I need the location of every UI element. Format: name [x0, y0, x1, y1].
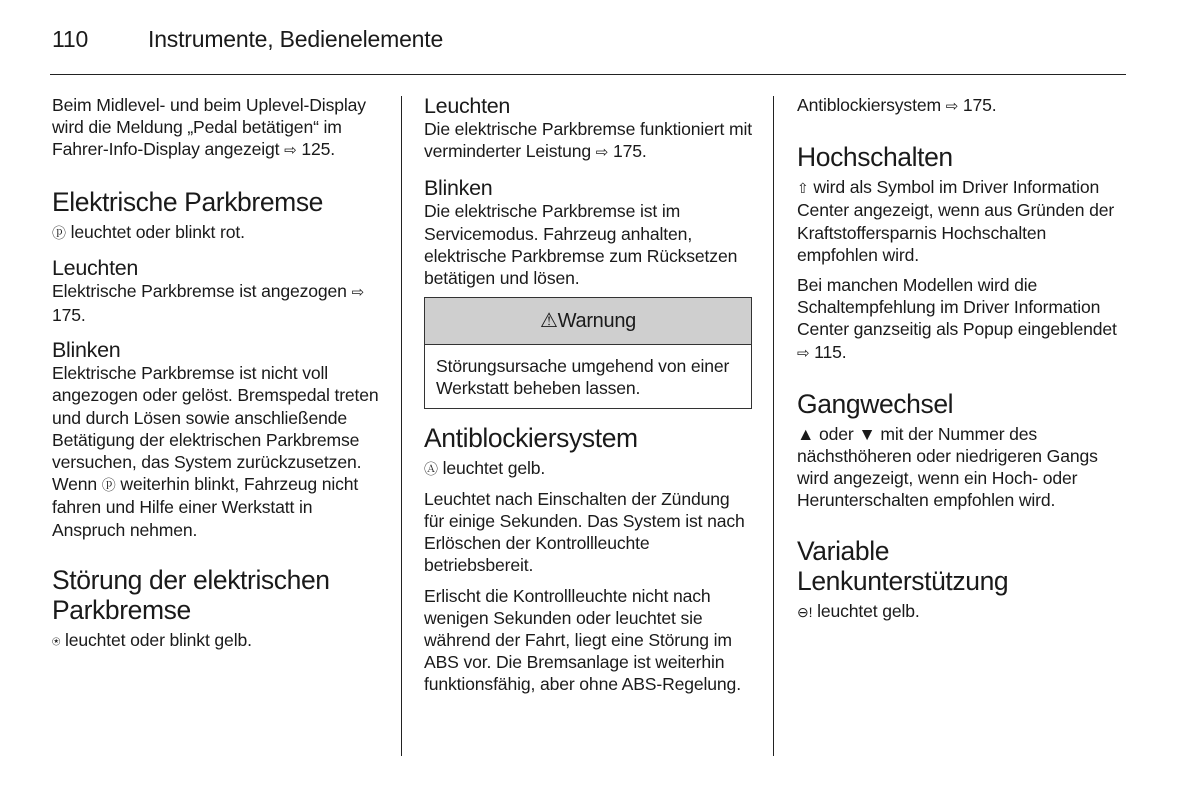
- header-rule: [50, 74, 1126, 75]
- warning-text: Störungsursache umgehend von einer Werkstatt beheben lassen.: [436, 356, 730, 399]
- parking-brake-icon: ⓟ: [101, 477, 116, 494]
- column-divider-2: [773, 96, 774, 756]
- column-2: [424, 94, 752, 704]
- parking-brake-fault-icon: ⍟: [52, 632, 61, 649]
- triangle-down-icon: ▼: [858, 423, 876, 444]
- subsection-title-leuchten: Leuchten: [52, 255, 139, 280]
- subsection-title-leuchten: Leuchten: [424, 94, 511, 118]
- column-3: [797, 94, 1129, 631]
- steering-warning-icon: ⊖!: [797, 603, 813, 620]
- section-title-abs: Antiblockiersystem: [424, 422, 638, 453]
- subsection-title-blinken: Blinken: [424, 176, 493, 201]
- gear-change-paragraph: ▲ oder ▼ mit der Nummer des nächsthöheren oder niedrigeren Gangs wird angezeigt, wenn ein Hoch- oder Herunterschalten empfohlen wird.: [797, 423, 1098, 511]
- abs-paragraph-2: Erlischt die Kontrollleuchte nicht nach wenigen Sekunden oder leuchtet sie während der Fahrt, liegt eine Störung im ABS vor. Die Bremsanlage ist weiterhin funktionsfähig, aber ohne ABS-Regelung.: [424, 585, 741, 695]
- parking-brake-icon: ⓟ: [52, 224, 66, 241]
- intro-paragraph: Beim Midlevel- und beim Uplevel-Display wird die Meldung „Pedal betätigen“ im Fahrer-Info-Display angezeigt ⇨ 125.: [52, 95, 366, 160]
- steering-desc: ⊖! leuchtet gelb.: [797, 600, 920, 621]
- abs-icon: Ⓐ: [424, 460, 438, 477]
- subsection-title-blinken: Blinken: [52, 338, 121, 363]
- page-reference[interactable]: 175.: [612, 141, 647, 162]
- page-title: Instrumente, Bedienelemente: [148, 26, 444, 52]
- page-header: [52, 26, 443, 53]
- parking-brake-fault-desc: ⍟ leuchtet oder blinkt gelb.: [52, 629, 252, 650]
- abs-reference: Antiblockiersystem ⇨ 175.: [797, 95, 997, 115]
- parking-brake-desc: ⓟ leuchtet oder blinkt rot.: [52, 221, 245, 242]
- upshift-icon: ⇧: [797, 180, 809, 197]
- abs-desc: Ⓐ leuchtet gelb.: [424, 457, 546, 478]
- leuchten-paragraph: Elektrische Parkbremse ist angezogen ⇨ 175.: [52, 280, 364, 326]
- section-title-parking-brake: Elektrische Parkbremse: [52, 186, 324, 217]
- page-reference[interactable]: 125.: [301, 139, 335, 160]
- page-ref-arrow-icon: ⇨: [797, 344, 810, 362]
- section-title-parking-brake-fault: Störung der elektrischen Parkbremse: [52, 564, 330, 625]
- page-ref-arrow-icon: ⇨: [351, 283, 364, 301]
- warning-triangle-icon: ⚠: [540, 310, 558, 333]
- blinken-paragraph: Die elektrische Parkbremse ist im Servicemodus. Fahrzeug anhalten, elektrische Parkbremse zum Rücksetzen betätigen und lösen.: [424, 201, 738, 289]
- upshift-paragraph-1: ⇧ wird als Symbol im Driver Information Center angezeigt, wenn aus Gründen der Kraftstoffersparnis Hochschalten empfohlen wird.: [797, 177, 1115, 265]
- page-number: 110: [52, 26, 89, 52]
- triangle-up-icon: ▲: [797, 423, 815, 444]
- column-1: [52, 94, 384, 660]
- section-title-steering: Variable Lenkunterstützung: [797, 535, 1009, 596]
- page-ref-arrow-icon: ⇨: [945, 98, 959, 115]
- section-title-upshift: Hochschalten: [797, 142, 953, 173]
- column-divider-1: [401, 96, 402, 756]
- section-title-gear-change: Gangwechsel: [797, 388, 954, 419]
- page-reference[interactable]: 175.: [52, 305, 86, 326]
- page-ref-arrow-icon: ⇨: [284, 142, 297, 160]
- page-reference[interactable]: 115.: [814, 341, 847, 362]
- upshift-paragraph-2: Bei manchen Modellen wird die Schaltempfehlung im Driver Information Center ganzseitig als Popup eingeblendet ⇨ 115.: [797, 275, 1117, 362]
- abs-paragraph-1: Leuchtet nach Einschalten der Zündung für einige Sekunden. Das System ist nach Erlöschen der Kontrollleuchte betriebsbereit.: [424, 488, 745, 576]
- blinken-paragraph: Elektrische Parkbremse ist nicht voll angezogen oder gelöst. Bremspedal treten und durch Lösen sowie anschließende Betätigung der elektrischen Parkbremse versuchen, das System zurückzusetzen. Wenn ⓟ weiterhin blinkt, Fahrzeug nicht fahren und Hilfe einer Werkstatt in Anspruch nehmen.: [52, 363, 379, 540]
- page-reference[interactable]: 175.: [962, 95, 997, 115]
- warning-header: ⚠Warnung: [425, 298, 751, 345]
- leuchten-paragraph: Die elektrische Parkbremse funktioniert mit verminderter Leistung ⇨ 175.: [424, 119, 752, 162]
- warning-box: [424, 297, 752, 408]
- page-ref-arrow-icon: ⇨: [595, 144, 609, 162]
